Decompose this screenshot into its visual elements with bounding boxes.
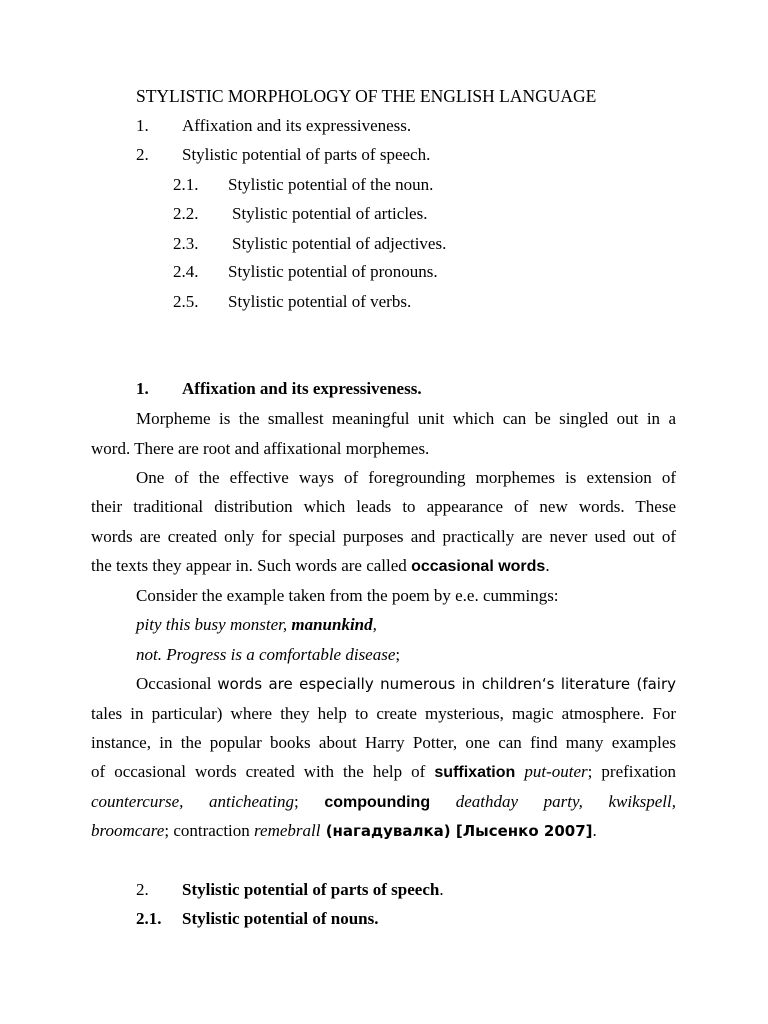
toc-item-2-text: Stylistic potential of parts of speech. — [182, 145, 431, 164]
poem-line-2 — [136, 645, 400, 665]
paragraph-4-line-2: tales in particular) where they help to create mysterious, magic atmosphere. For — [91, 704, 676, 723]
punctuation: ; — [293, 792, 325, 811]
toc-item-2-num: 2. — [136, 145, 149, 164]
punctuation: . — [439, 880, 444, 899]
put-outer-example: put-outer — [524, 762, 588, 781]
punctuation: . — [592, 821, 597, 840]
paragraph-2-line-1: One of the effective ways of foregrounding morphemes is extension of — [136, 468, 676, 487]
toc-item-2-3-num: 2.3. — [173, 234, 199, 253]
broomcare-example: broomcare — [91, 821, 165, 840]
subsection-2-1-heading: Stylistic potential of nouns. — [182, 909, 379, 928]
toc-item-2-5-text: Stylistic potential of verbs. — [228, 292, 412, 311]
poem-text: not. Progress is a comfortable disease — [136, 645, 396, 664]
toc-item-2-1-num: 2.1. — [173, 175, 199, 194]
space — [515, 762, 524, 781]
paragraph-4-text: Occasional — [136, 674, 218, 693]
punctuation: , — [372, 615, 377, 634]
remebrall-example: remebrall — [254, 821, 321, 840]
section-2-heading-text: Stylistic potential of parts of speech — [182, 880, 440, 899]
paragraph-4-text: ; prefixation — [587, 762, 677, 781]
poem-line-1 — [136, 615, 377, 635]
paragraph-4-line-3: instance, in the popular books about Harry Potter, one can find many examples — [91, 733, 676, 752]
paragraph-2-text: the texts they appear in. Such words are called — [91, 556, 412, 575]
paragraph-4-line-5 — [91, 792, 676, 813]
toc-item-2-2-text: Stylistic potential of articles. — [232, 204, 428, 223]
toc-item-2-5-num: 2.5. — [173, 292, 199, 311]
paragraph-2-line-3: words are created only for special purposes and practically are never used out of — [91, 527, 676, 546]
toc-item-2-4-text: Stylistic potential of pronouns. — [228, 262, 438, 281]
section-2-number: 2. — [136, 880, 149, 899]
paragraph-4-text-sans: words are especially numerous in children‘s literature (fairy — [217, 675, 676, 693]
manunkind-term: manunkind — [291, 615, 373, 634]
paragraph-4-text: ; contraction — [164, 821, 255, 840]
poem-text: pity this busy monster, — [136, 615, 292, 634]
toc-item-2-3-text: Stylistic potential of adjectives. — [232, 234, 447, 253]
page-title: STYLISTIC MORPHOLOGY OF THE ENGLISH LANGUAGE — [136, 86, 597, 106]
toc-item-1-text: Affixation and its expressiveness. — [182, 116, 412, 135]
subsection-2-1-number: 2.1. — [136, 909, 162, 928]
paragraph-4-text: of occasional words created with the help of — [91, 762, 435, 781]
paragraph-1-line-1: Morpheme is the smallest meaningful unit which can be singled out in a — [136, 409, 676, 428]
paragraph-1-line-2: word. There are root and affixational morphemes. — [91, 439, 430, 458]
paragraph-4-line-4 — [91, 762, 676, 783]
section-1-heading: Affixation and its expressiveness. — [182, 379, 422, 398]
toc-item-2-4-num: 2.4. — [173, 262, 199, 281]
compounding-term: compounding — [324, 794, 431, 811]
occasional-words-term: occasional words — [411, 558, 546, 575]
paragraph-4-line-6 — [91, 821, 597, 841]
paragraph-2-line-4 — [91, 556, 550, 577]
prefixation-examples: countercurse, anticheating — [91, 792, 294, 811]
punctuation: . — [545, 556, 550, 575]
paragraph-3: Consider the example taken from the poem by e.e. cummings: — [136, 586, 559, 605]
section-1-number: 1. — [136, 379, 149, 398]
toc-item-2-2-num: 2.2. — [173, 204, 199, 223]
paragraph-2-line-2: their traditional distribution which leads to appearance of new words. These — [91, 497, 676, 516]
punctuation: ; — [395, 645, 401, 664]
compounding-examples: deathday party, kwikspell, — [430, 792, 676, 811]
section-2-heading — [182, 880, 444, 900]
citation: (нагадувалка) [Лысенко 2007] — [320, 822, 593, 840]
suffixation-term: suffixation — [434, 764, 516, 781]
toc-item-2-1-text: Stylistic potential of the noun. — [228, 175, 434, 194]
toc-item-1-num: 1. — [136, 116, 149, 135]
paragraph-4-line-1 — [136, 674, 676, 694]
